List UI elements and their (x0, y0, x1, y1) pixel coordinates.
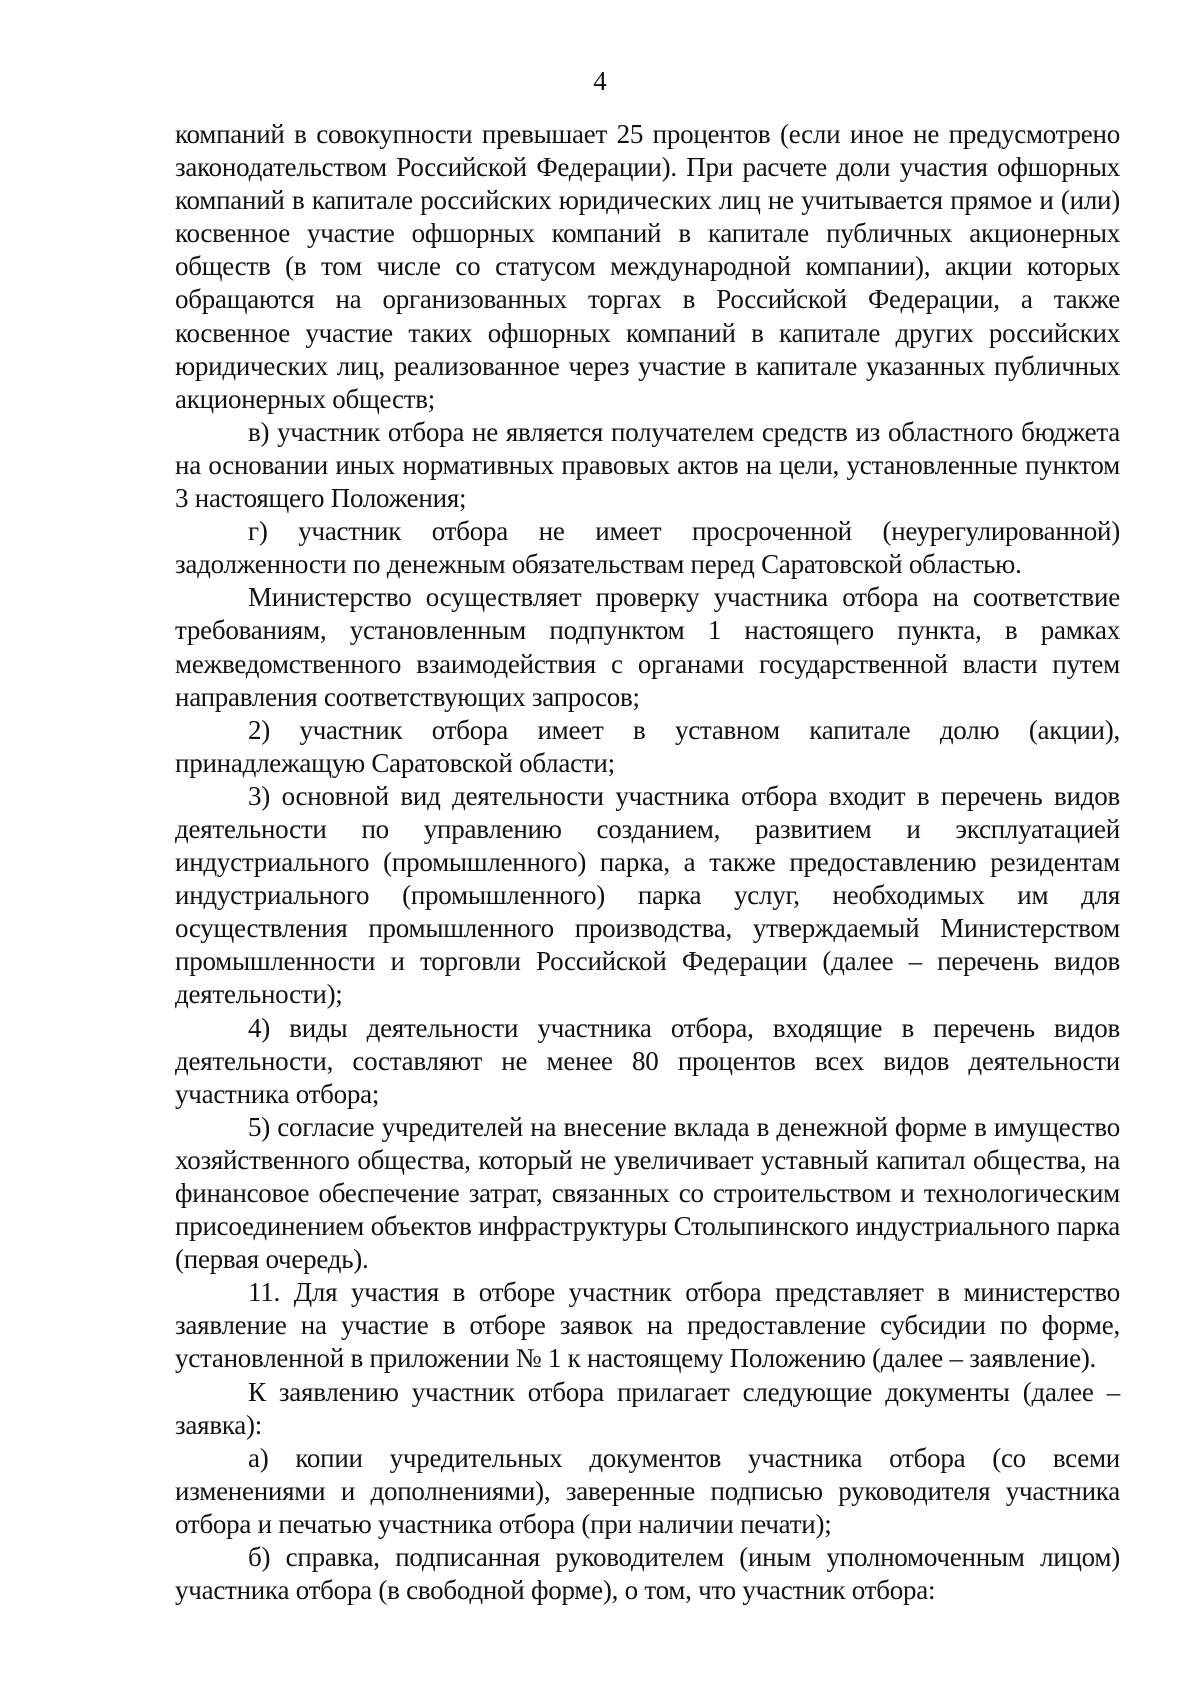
paragraph-offshore-continuation: компаний в совокупности превышает 25 процентов (если иное не предусмотрено законодательством Российской Федерации). При расчете доли участия офшорных компаний в капитале российских юридических лиц не учитывается прямое и (или) косвенное участие офшорных компаний в капитале публичных акционерных обществ (в том числе со статусом международной компании), акции которых обращаются на организованных торгах в Российской Федерации, а также косвенное участие таких офшорных компаний в капитале других российских юридических лиц, реализованное через участие в капитале указанных публичных акционерных обществ; (175, 119, 1120, 414)
paragraph-section-11: 11. Для участия в отборе участник отбора представляет в министерство заявление на участие в отборе заявок на предоставление субсидии по форме, установленной в приложении № 1 к настоящему Положению (далее – заявление). (175, 1277, 1120, 1374)
document-body (175, 118, 1120, 1607)
paragraph-item-a: а) копии учредительных документов участника отбора (со всеми изменениями и дополнениями), заверенные подписью руководителя участника отбора и печатью участника отбора (при наличии печати); (175, 1442, 1120, 1539)
paragraph-item-3: 3) основной вид деятельности участника отбора входит в перечень видов деятельности по управлению созданием, развитием и эксплуатацией индустриального (промышленного) парка, а также предоставлению резидентам индустриального (промышленного) парка услуг, необходимых им для осуществления промышленного производства, утверждаемый Министерством промышленности и торговли Российской Федерации (далее – перечень видов деятельности); (175, 780, 1120, 1010)
paragraph-item-2: 2) участник отбора имеет в уставном капитале долю (акции), принадлежащую Саратовской области; (175, 714, 1120, 778)
paragraph-application-docs: К заявлению участник отбора прилагает следующие документы (далее – заявка): (175, 1376, 1120, 1440)
paragraph-item-5: 5) согласие учредителей на внесение вклада в денежной форме в имущество хозяйственного общества, который не увеличивает уставный капитал общества, на финансовое обеспечение затрат, связанных со строительством и технологическим присоединением объектов инфраструктуры Столыпинского индустриального парка (первая очередь). (175, 1111, 1120, 1275)
paragraph-item-b: б) справка, подписанная руководителем (иным уполномоченным лицом) участника отбора (в свободной форме), о том, что участник отбора: (175, 1542, 1120, 1606)
paragraph-item-v: в) участник отбора не является получателем средств из областного бюджета на основании иных нормативных правовых актов на цели, установленные пунктом 3 настоящего Положения; (175, 416, 1120, 514)
page-number: 4 (593, 66, 607, 96)
paragraph-item-g: г) участник отбора не имеет просроченной (неурегулированной) задолженности по денежным обязательствам перед Саратовской областью. (175, 516, 1120, 580)
paragraph-item-4: 4) виды деятельности участника отбора, входящие в перечень видов деятельности, составляют не менее 80 процентов всех видов деятельности участника отбора; (175, 1012, 1120, 1109)
paragraph-ministry-check: Министерство осуществляет проверку участника отбора на соответствие требованиям, установленным подпунктом 1 настоящего пункта, в рамках межведомственного взаимодействия с органами государственной власти путем направления соответствующих запросов; (175, 582, 1120, 712)
